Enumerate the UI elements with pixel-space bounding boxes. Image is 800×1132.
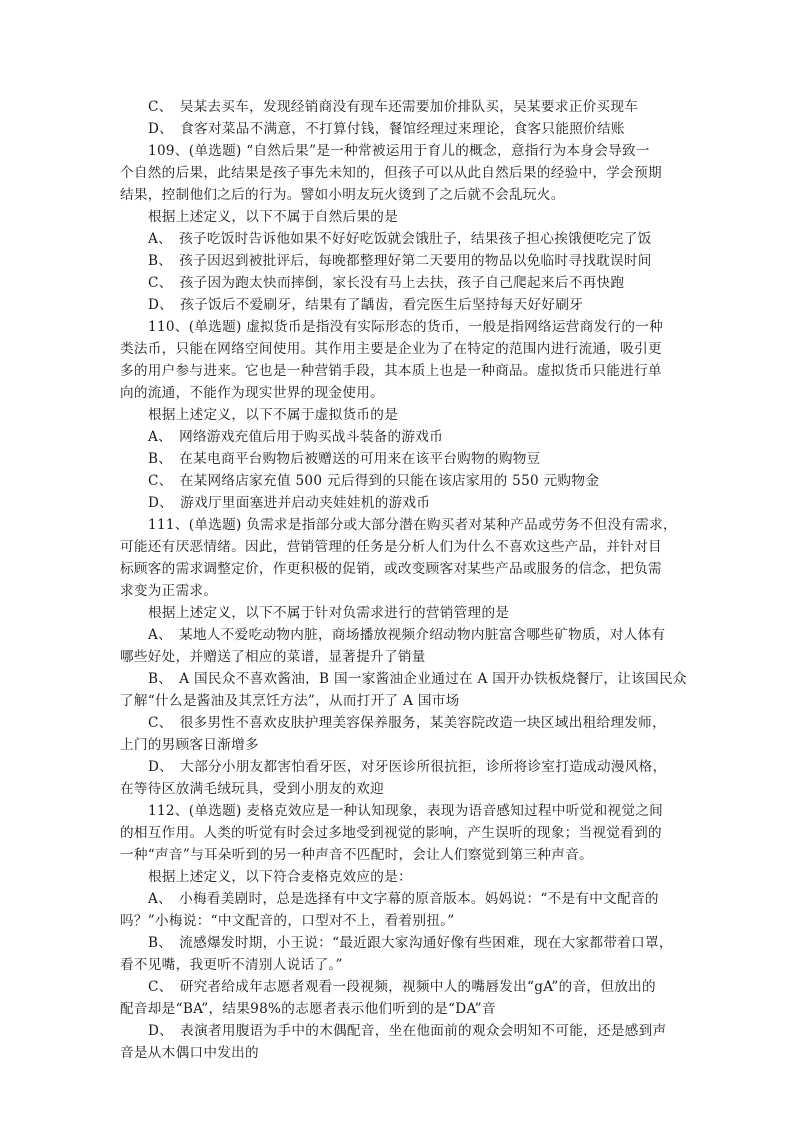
text-line: 标顾客的需求调整定价，作更积极的促销，或改变顾客对某些产品或服务的信念，把负需: [120, 561, 662, 577]
text-line: D、 游戏厅里面塞进并启动夹娃娃机的游戏币: [148, 495, 431, 511]
text-line: 111、(单选题) 负需求是指部分或大部分潜在购买者对某种产品或劳务不但没有需求，: [148, 517, 677, 533]
text-line: C、 很多男性不喜欢皮肤护理美容保养服务，某美容院改造一块区域出租给理发师，: [148, 715, 666, 731]
text-line: 一种“声音”与耳朵听到的另一种声音不匹配时，会让人们察觉到第三种声音。: [120, 847, 593, 863]
text-line: A、 网络游戏充值后用于购买战斗装备的游戏币: [148, 429, 444, 445]
text-line: C、 吴某去买车，发现经销商没有现车还需要加价排队买，吴某要求正价买现车: [148, 99, 639, 115]
text-line: 配音却是“BA”，结果98%的志愿者表示他们听到的是“DA”音: [120, 1001, 496, 1017]
text-line: D、 食客对菜品不满意，不打算付钱，餐馆经理过来理论，食客只能照价结账: [148, 121, 625, 137]
text-line: D、 大部分小朋友都害怕看牙医，对牙医诊所很抗拒，诊所将诊室打造成动漫风格，: [148, 759, 667, 775]
text-line: 根据上述定义，以下不属于针对负需求进行的营销管理的是: [148, 605, 510, 621]
text-line: 了解“什么是酱油及其烹饪方法”，从而打开了 A 国市场: [120, 693, 460, 709]
text-line: 在等待区放满毛绒玩具，受到小朋友的欢迎: [120, 781, 384, 797]
text-line: 110、(单选题) 虚拟货币是指没有实际形态的货币，一般是指网络运营商发行的一种: [148, 319, 664, 335]
text-line: 根据上述定义，以下符合麦格克效应的是：: [148, 869, 412, 885]
text-line: 112、(单选题) 麦格克效应是一种认知现象，表现为语音感知过程中听觉和视觉之间: [148, 803, 664, 819]
text-line: A、 某地人不爱吃动物内脏，商场播放视频介绍动物内脏富含哪些矿物质，对人体有: [148, 627, 666, 643]
text-line: B、 在某电商平台购物后被赠送的可用来在该平台购物的购物豆: [148, 451, 541, 467]
text-line: C、 研究者给成年志愿者观看一段视频，视频中人的嘴唇发出“gA”的音，但放出的: [148, 979, 656, 995]
text-line: A、 小梅看美剧时，总是选择有中文字幕的原音版本。妈妈说：“不是有中文配音的: [148, 891, 659, 907]
text-line: 音是从木偶口中发出的: [120, 1045, 259, 1061]
text-line: 结果，控制他们之后的行为。譬如小明友玩火烫到了之后就不会乱玩火。: [120, 187, 565, 203]
text-line: 根据上述定义，以下不属于虚拟货币的是: [148, 407, 399, 423]
text-line: 根据上述定义，以下不属于自然后果的是: [148, 209, 399, 225]
text-line: 看不见嘴，我更听不清别人说话了。”: [120, 957, 343, 973]
text-line: C、 孩子因为跑太快而摔倒，家长没有马上去扶，孩子自己爬起来后不再快跑: [148, 275, 625, 291]
document-body: [120, 96, 692, 1064]
text-line: 向的流通，不能作为现实世界的现金使用。: [120, 385, 384, 401]
text-line: 上门的男顾客日渐增多: [120, 737, 259, 753]
text-line: D、 孩子饭后不爱刷牙，结果有了龋齿，看完医生后坚持每天好好刷牙: [148, 297, 584, 313]
text-line: 多的用户参与进来。它也是一种营销手段，其本质上也是一种商品。虚拟货币只能进行单: [120, 363, 662, 379]
text-line: 可能还有厌恶情绪。因此，营销管理的任务是分析人们为什么不喜欢这些产品，并针对目: [120, 539, 662, 555]
text-line: 109、(单选题) “自然后果”是一种常被运用于育儿的概念，意指行为本身会导致一: [148, 143, 650, 159]
text-line: 求变为正需求。: [120, 583, 218, 599]
text-line: D、 表演者用腹语为手中的木偶配音，坐在他面前的观众会明知不可能，还是感到声: [148, 1023, 667, 1039]
text-line: 类法币，只能在网络空间使用。其作用主要是企业为了在特定的范围内进行流通，吸引更: [120, 341, 662, 357]
text-line: 哪些好处，并赠送了相应的菜谱，显著提升了销量: [120, 649, 426, 665]
text-line: B、 孩子因迟到被批评后，每晚都整理好第二天要用的物品以免临时寻找耽误时间: [148, 253, 652, 269]
text-line: B、 A 国民众不喜欢酱油，B 国一家酱油企业通过在 A 国开办铁板烧餐厅，让该国民众: [148, 671, 687, 687]
text-line: C、 在某网络店家充值 500 元后得到的只能在该店家用的 550 元购物金: [148, 473, 600, 489]
text-line: 吗？”小梅说：“中文配音的，口型对不上，看着别扭。”: [120, 913, 455, 929]
text-line: 的相互作用。人类的听觉有时会过多地受到视觉的影响，产生误听的现象；当视觉看到的: [120, 825, 662, 841]
text-line: B、 流感爆发时期，小王说：“最近跟大家沟通好像有些困难，现在大家都带着口罩，: [148, 935, 673, 951]
text-line: A、 孩子吃饭时告诉他如果不好好吃饭就会饿肚子，结果孩子担心挨饿便吃完了饭: [148, 231, 652, 247]
text-line: 个自然的后果，此结果是孩子事先未知的，但孩子可以从此自然后果的经验中，学会预期: [120, 165, 662, 181]
